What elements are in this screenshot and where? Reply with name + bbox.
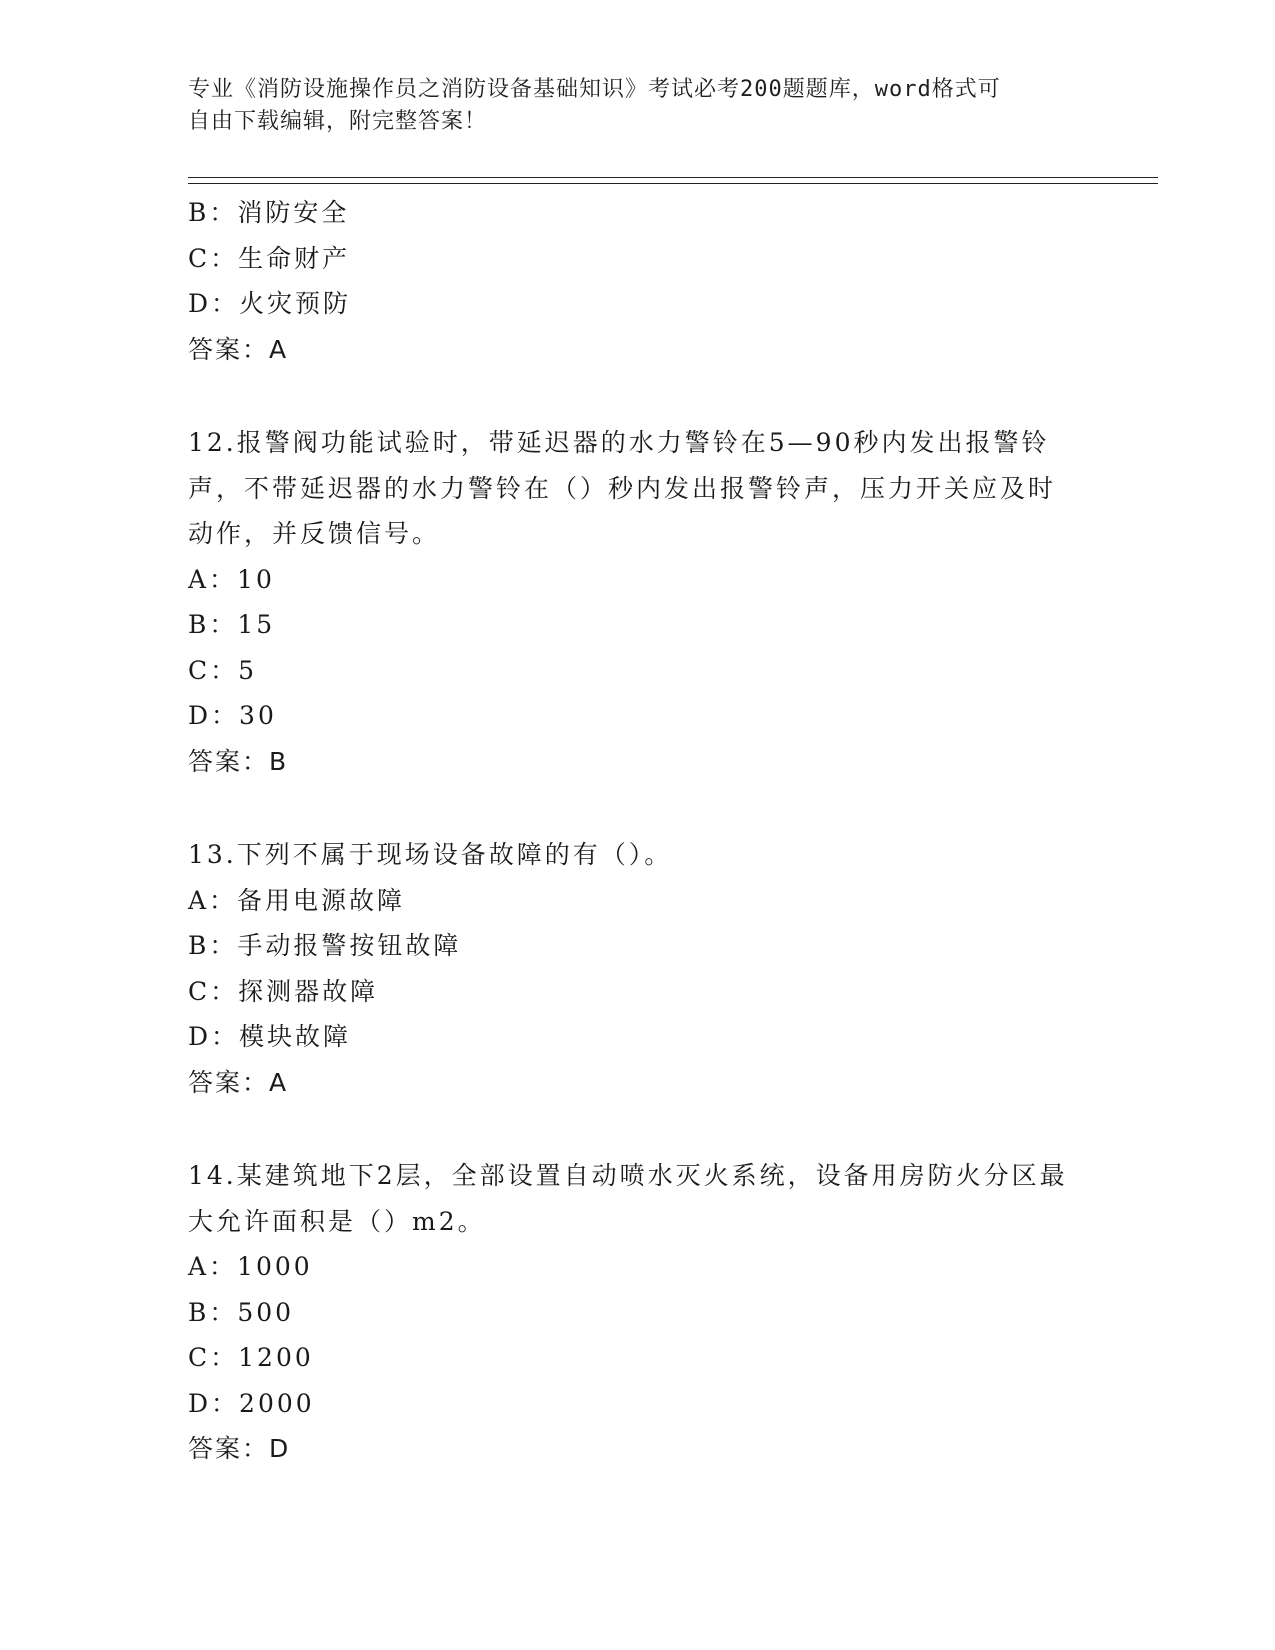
header-divider-bottom: [188, 183, 1158, 184]
option-c: C：探测器故障: [188, 976, 379, 1006]
spacer: [188, 372, 1088, 420]
header-line-1: 专业《消防设施操作员之消防设备基础知识》考试必考200题题库，word格式可: [188, 77, 1001, 102]
option-b: B：手动报警按钮故障: [188, 931, 462, 960]
question-12: [188, 420, 1088, 784]
spacer: [188, 784, 1088, 832]
option-a: A：备用电源故障: [188, 885, 406, 915]
option-c: C：生命财产: [188, 243, 351, 273]
option-a: A：10: [188, 564, 275, 594]
question-13: [188, 832, 1088, 1105]
question-stem: 12.报警阀功能试验时，带延迟器的水力警铃在5—90秒内发出报警铃声，不带延迟器的水力警铃在（）秒内发出报警铃声，压力开关应及时动作，并反馈信号。: [188, 428, 1057, 548]
option-b: B：15: [188, 610, 276, 639]
option-d: D：模块故障: [188, 1022, 352, 1051]
answer: 答案：D: [188, 1434, 291, 1463]
answer: 答案：A: [188, 1067, 289, 1097]
question-list: [188, 190, 1088, 1472]
spacer: [188, 1105, 1088, 1153]
option-b: B：消防安全: [188, 198, 350, 227]
question-11: [188, 190, 1088, 372]
option-d: D：2000: [188, 1388, 315, 1418]
question-14: [188, 1153, 1088, 1472]
document-header: [188, 74, 1068, 138]
option-c: C：1200: [188, 1343, 314, 1372]
question-stem: 13.下列不属于现场设备故障的有（）。: [188, 840, 673, 869]
option-b: B：500: [188, 1297, 295, 1327]
option-d: D：30: [188, 701, 277, 730]
header-line-2: 自由下载编辑，附完整答案！: [188, 109, 488, 134]
option-c: C：5: [188, 655, 258, 685]
answer: 答案：B: [188, 746, 289, 776]
answer: 答案：A: [188, 334, 289, 364]
option-d: D：火灾预防: [188, 289, 352, 318]
question-stem: 14.某建筑地下2层，全部设置自动喷水灭火系统，设备用房防火分区最大允许面积是（）m2。: [188, 1161, 1068, 1236]
option-a: A：1000: [188, 1252, 313, 1281]
header-divider-top: [188, 177, 1158, 178]
